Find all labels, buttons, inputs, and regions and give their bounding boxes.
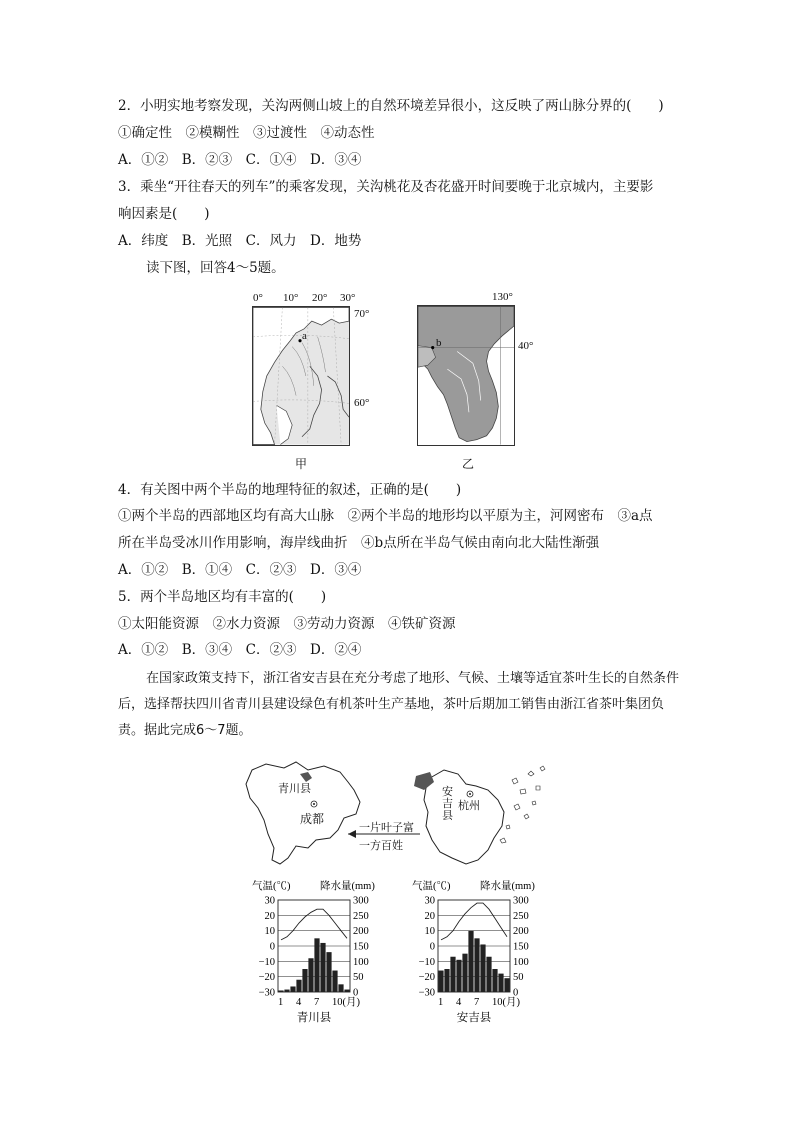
map-yi-drawing bbox=[417, 305, 515, 446]
precip-tick-label: 250 bbox=[353, 910, 369, 922]
point-a-label: a bbox=[302, 330, 307, 342]
intro-q6-7: 在国家政策支持下，浙江省安吉县在充分考虑了地形、气候、土壤等适宜茶叶生长的自然条件后，选择帮扶四川省青川县建设绿色有机茶叶生产基地，茶叶后期加工销售由浙江省茶叶集团负责。据此完成6～7题。 bbox=[118, 671, 680, 738]
month-tick-label: 1 bbox=[438, 997, 444, 1008]
temp-tick-label: 0 bbox=[429, 941, 435, 953]
chart-qingchuan-svg bbox=[250, 876, 390, 1026]
month-tick-label: 10(月) bbox=[332, 997, 360, 1008]
temp-tick-label: 0 bbox=[269, 941, 275, 953]
precip-bar bbox=[492, 969, 497, 992]
precip-bar bbox=[290, 986, 295, 992]
chart-anji-svg bbox=[410, 876, 550, 1026]
precip-tick-label: 100 bbox=[513, 956, 529, 968]
climate-chart-qingchuan bbox=[250, 876, 390, 1026]
month-tick-label: 10(月) bbox=[492, 997, 520, 1008]
q4-options: A．①② B．①④ C．②③ D．③④ bbox=[118, 562, 362, 578]
chengdu-label: 成都 bbox=[300, 812, 325, 826]
lat-40-label: 40° bbox=[518, 340, 534, 352]
temp-tick-label: −30 bbox=[258, 987, 275, 999]
precip-bar bbox=[468, 931, 473, 992]
chart-ylabel-right: 降水量(mm) bbox=[320, 881, 375, 892]
temp-tick-label: −10 bbox=[258, 956, 275, 968]
precip-tick-label: 150 bbox=[513, 941, 529, 953]
temp-tick-label: 10 bbox=[264, 926, 275, 938]
precip-bar bbox=[344, 990, 349, 992]
precip-bar bbox=[278, 990, 283, 992]
q4-items-line2: 所在半岛受冰川作用影响，海岸线曲折 ④b点所在半岛气候由南向北大陆性渐强 bbox=[118, 535, 600, 551]
lon-0-label: 0° bbox=[253, 292, 263, 304]
map-jia bbox=[252, 306, 350, 446]
map-yi-caption: 乙 bbox=[462, 457, 475, 471]
precip-tick-label: 200 bbox=[353, 926, 369, 938]
precip-bar bbox=[320, 943, 325, 992]
q4-items-line1: ①两个半岛的西部地区均有高大山脉 ②两个半岛的地形均以平原为主，河网密布 ③a点 bbox=[118, 508, 653, 524]
chart-title: 安吉县 bbox=[456, 1012, 492, 1024]
month-tick-label: 7 bbox=[314, 997, 320, 1008]
precip-bar bbox=[296, 980, 301, 992]
lon-10-label: 10° bbox=[283, 292, 299, 304]
lon-30-label: 30° bbox=[340, 292, 356, 304]
q4-stem: 4．有关图中两个半岛的地理特征的叙述，正确的是( ) bbox=[118, 482, 462, 498]
q3-options: A．纬度 B．光照 C．风力 D．地势 bbox=[118, 233, 362, 249]
anji-map-label: 安吉县 bbox=[442, 785, 453, 822]
q2-items: ①确定性 ②模糊性 ③过渡性 ④动态性 bbox=[118, 125, 375, 141]
region-maps bbox=[244, 760, 550, 868]
map-yi bbox=[417, 305, 515, 446]
q2-stem: 2．小明实地考察发现，关沟两侧山坡上的自然环境差异很小，这反映了两山脉分界的( ) bbox=[118, 98, 664, 114]
temp-tick-label: −20 bbox=[258, 972, 275, 984]
temp-tick-label: 30 bbox=[424, 895, 435, 907]
precip-bar bbox=[308, 958, 313, 992]
precip-bar bbox=[332, 971, 337, 992]
temp-tick-label: 20 bbox=[424, 910, 435, 922]
precip-bar bbox=[462, 954, 467, 992]
q3-stem-line2: 响因素是( ) bbox=[118, 206, 210, 222]
slogan-line1: 一片叶子富 bbox=[359, 821, 414, 834]
q3-stem-line1: 3．乘坐“开往春天的列车”的乘客发现，关沟桃花及杏花盛开时间要晚于北京城内，主要影 bbox=[118, 179, 654, 195]
precip-bar bbox=[450, 957, 455, 992]
precip-tick-label: 100 bbox=[353, 956, 369, 968]
month-tick-label: 1 bbox=[278, 997, 284, 1008]
climate-chart-anji bbox=[410, 876, 550, 1026]
precip-tick-label: 300 bbox=[513, 895, 529, 907]
q5-options: A．①② B．③④ C．②③ D．②④ bbox=[118, 642, 362, 658]
hangzhou-label: 杭州 bbox=[458, 799, 480, 812]
temp-tick-label: 30 bbox=[264, 895, 275, 907]
temp-tick-label: 10 bbox=[424, 926, 435, 938]
precip-tick-label: 300 bbox=[353, 895, 369, 907]
chart-title: 青川县 bbox=[296, 1012, 332, 1024]
precip-bar bbox=[486, 957, 491, 992]
month-tick-label: 4 bbox=[296, 997, 302, 1008]
precip-bar bbox=[480, 944, 485, 992]
precip-bar bbox=[498, 974, 503, 992]
precip-tick-label: 200 bbox=[513, 926, 529, 938]
lat-70-label: 70° bbox=[354, 308, 370, 320]
intro-q4-5: 读下图，回答4～5题。 bbox=[146, 260, 285, 276]
precip-bar bbox=[444, 969, 449, 992]
precip-bar bbox=[314, 938, 319, 992]
chart-ylabel-left: 气温(℃) bbox=[412, 881, 451, 892]
precip-tick-label: 0 bbox=[353, 987, 359, 999]
map-jia-caption: 甲 bbox=[295, 457, 308, 471]
map-jia-drawing bbox=[252, 306, 350, 446]
precip-bar bbox=[284, 990, 289, 992]
point-b-label: b bbox=[436, 337, 442, 349]
q2-options: A．①② B．②③ C．①④ D．③④ bbox=[118, 152, 362, 168]
precip-tick-label: 50 bbox=[353, 972, 364, 984]
q5-stem: 5．两个半岛地区均有丰富的( ) bbox=[118, 589, 327, 605]
chart-ylabel-left: 气温(℃) bbox=[252, 881, 291, 892]
precip-bar bbox=[338, 984, 343, 992]
precip-tick-label: 250 bbox=[513, 910, 529, 922]
precip-bar bbox=[504, 978, 509, 992]
lon-20-label: 20° bbox=[312, 292, 328, 304]
precip-bar bbox=[456, 960, 461, 992]
precip-bar bbox=[326, 952, 331, 992]
slogan-line2: 一方百姓 bbox=[359, 839, 403, 852]
temp-tick-label: −20 bbox=[418, 972, 435, 984]
precip-tick-label: 50 bbox=[513, 972, 524, 984]
lon-130-label: 130° bbox=[492, 291, 513, 303]
temp-line bbox=[281, 909, 347, 940]
chart-ylabel-right: 降水量(mm) bbox=[480, 881, 535, 892]
precip-tick-label: 0 bbox=[513, 987, 519, 999]
temp-tick-label: −30 bbox=[418, 987, 435, 999]
lat-60-label: 60° bbox=[354, 397, 370, 409]
temp-tick-label: −10 bbox=[418, 956, 435, 968]
temp-line bbox=[441, 903, 507, 940]
month-tick-label: 4 bbox=[456, 997, 462, 1008]
qingchuan-map-label: 青川县 bbox=[278, 782, 311, 795]
precip-tick-label: 150 bbox=[353, 941, 369, 953]
temp-tick-label: 20 bbox=[264, 910, 275, 922]
q5-items: ①太阳能资源 ②水力资源 ③劳动力资源 ④铁矿资源 bbox=[118, 616, 456, 632]
precip-bar bbox=[474, 938, 479, 992]
precip-bar bbox=[438, 971, 443, 992]
precip-bar bbox=[302, 969, 307, 992]
month-tick-label: 7 bbox=[474, 997, 480, 1008]
